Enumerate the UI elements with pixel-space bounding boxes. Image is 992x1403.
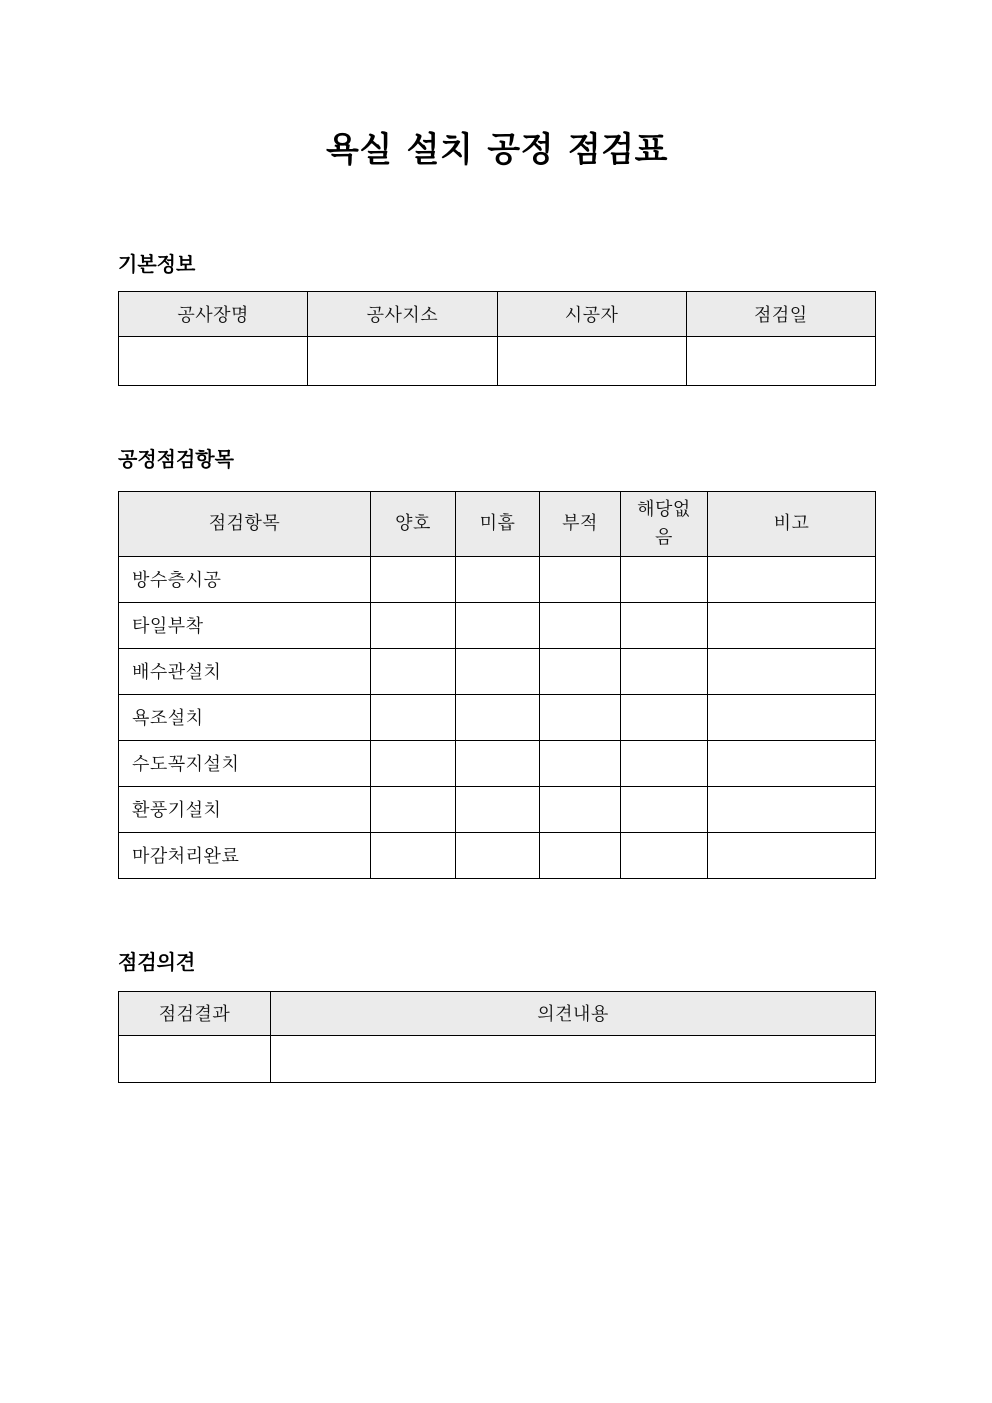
process-row-tile — [119, 602, 876, 648]
input-cell-site-name[interactable] — [119, 336, 308, 385]
header-cell-not-applicable: 해당없음 — [621, 491, 708, 556]
item-name-cell: 마감처리완료 — [119, 832, 371, 878]
input-cell-contractor[interactable] — [497, 336, 686, 385]
opinion-heading: 점검의견 — [118, 951, 196, 974]
basic-info-heading: 기본정보 — [118, 253, 196, 276]
check-cell-not-applicable[interactable] — [621, 602, 708, 648]
check-cell-insufficient[interactable] — [456, 694, 540, 740]
process-check-header-row — [119, 491, 876, 556]
item-name-cell: 방수층시공 — [119, 556, 371, 602]
header-cell-remarks: 비고 — [708, 491, 876, 556]
item-name-cell: 욕조설치 — [119, 694, 371, 740]
process-row-drain-pipe — [119, 648, 876, 694]
remarks-cell[interactable] — [708, 648, 876, 694]
basic-info-value-row — [119, 336, 876, 385]
remarks-cell[interactable] — [708, 832, 876, 878]
header-cell-opinion-content: 의견내용 — [271, 991, 876, 1035]
check-cell-insufficient[interactable] — [456, 832, 540, 878]
check-cell-not-applicable[interactable] — [621, 832, 708, 878]
check-cell-insufficient[interactable] — [456, 740, 540, 786]
check-cell-good[interactable] — [371, 694, 456, 740]
check-cell-insufficient[interactable] — [456, 648, 540, 694]
header-cell-contractor: 시공자 — [497, 291, 686, 336]
section-process-check — [118, 448, 876, 879]
header-cell-inspection-date: 점검일 — [686, 291, 875, 336]
process-check-heading: 공정점검항목 — [118, 448, 234, 471]
check-cell-good[interactable] — [371, 832, 456, 878]
process-row-ventilator — [119, 786, 876, 832]
opinion-value-row — [119, 1035, 876, 1082]
item-name-cell: 타일부착 — [119, 602, 371, 648]
input-cell-opinion-content[interactable] — [271, 1035, 876, 1082]
process-row-bathtub — [119, 694, 876, 740]
header-cell-insufficient: 미흡 — [456, 491, 540, 556]
check-cell-not-applicable[interactable] — [621, 694, 708, 740]
header-cell-site-location: 공사지소 — [308, 291, 497, 336]
check-cell-good[interactable] — [371, 556, 456, 602]
check-cell-insufficient[interactable] — [456, 556, 540, 602]
check-cell-insufficient[interactable] — [456, 602, 540, 648]
input-cell-inspection-date[interactable] — [686, 336, 875, 385]
item-name-cell: 수도꼭지설치 — [119, 740, 371, 786]
item-name-cell: 환풍기설치 — [119, 786, 371, 832]
check-cell-insufficient[interactable] — [456, 786, 540, 832]
input-cell-inspection-result[interactable] — [119, 1035, 271, 1082]
check-cell-inadequate[interactable] — [540, 694, 621, 740]
check-cell-inadequate[interactable] — [540, 832, 621, 878]
item-name-cell: 배수관설치 — [119, 648, 371, 694]
check-cell-good[interactable] — [371, 786, 456, 832]
input-cell-site-location[interactable] — [308, 336, 497, 385]
check-cell-inadequate[interactable] — [540, 602, 621, 648]
opinion-table — [118, 991, 876, 1083]
header-cell-check-item: 점검항목 — [119, 491, 371, 556]
header-cell-inspection-result: 점검결과 — [119, 991, 271, 1035]
check-cell-not-applicable[interactable] — [621, 786, 708, 832]
check-cell-not-applicable[interactable] — [621, 648, 708, 694]
check-cell-not-applicable[interactable] — [621, 556, 708, 602]
header-cell-site-name: 공사장명 — [119, 291, 308, 336]
remarks-cell[interactable] — [708, 786, 876, 832]
check-cell-inadequate[interactable] — [540, 648, 621, 694]
check-cell-inadequate[interactable] — [540, 740, 621, 786]
check-cell-inadequate[interactable] — [540, 786, 621, 832]
basic-info-header-row — [119, 291, 876, 336]
process-check-table — [118, 491, 876, 879]
process-row-waterproofing — [119, 556, 876, 602]
section-basic-info — [118, 253, 876, 386]
process-row-faucet — [119, 740, 876, 786]
process-row-finishing — [119, 832, 876, 878]
check-cell-good[interactable] — [371, 602, 456, 648]
header-cell-good: 양호 — [371, 491, 456, 556]
check-cell-inadequate[interactable] — [540, 556, 621, 602]
remarks-cell[interactable] — [708, 602, 876, 648]
opinion-header-row — [119, 991, 876, 1035]
section-opinion — [118, 951, 876, 1083]
remarks-cell[interactable] — [708, 556, 876, 602]
remarks-cell[interactable] — [708, 740, 876, 786]
check-cell-not-applicable[interactable] — [621, 740, 708, 786]
remarks-cell[interactable] — [708, 694, 876, 740]
check-cell-good[interactable] — [371, 740, 456, 786]
page-title: 욕실 설치 공정 점검표 — [326, 131, 668, 169]
header-cell-inadequate: 부적 — [540, 491, 621, 556]
check-cell-good[interactable] — [371, 648, 456, 694]
basic-info-table — [118, 291, 876, 386]
